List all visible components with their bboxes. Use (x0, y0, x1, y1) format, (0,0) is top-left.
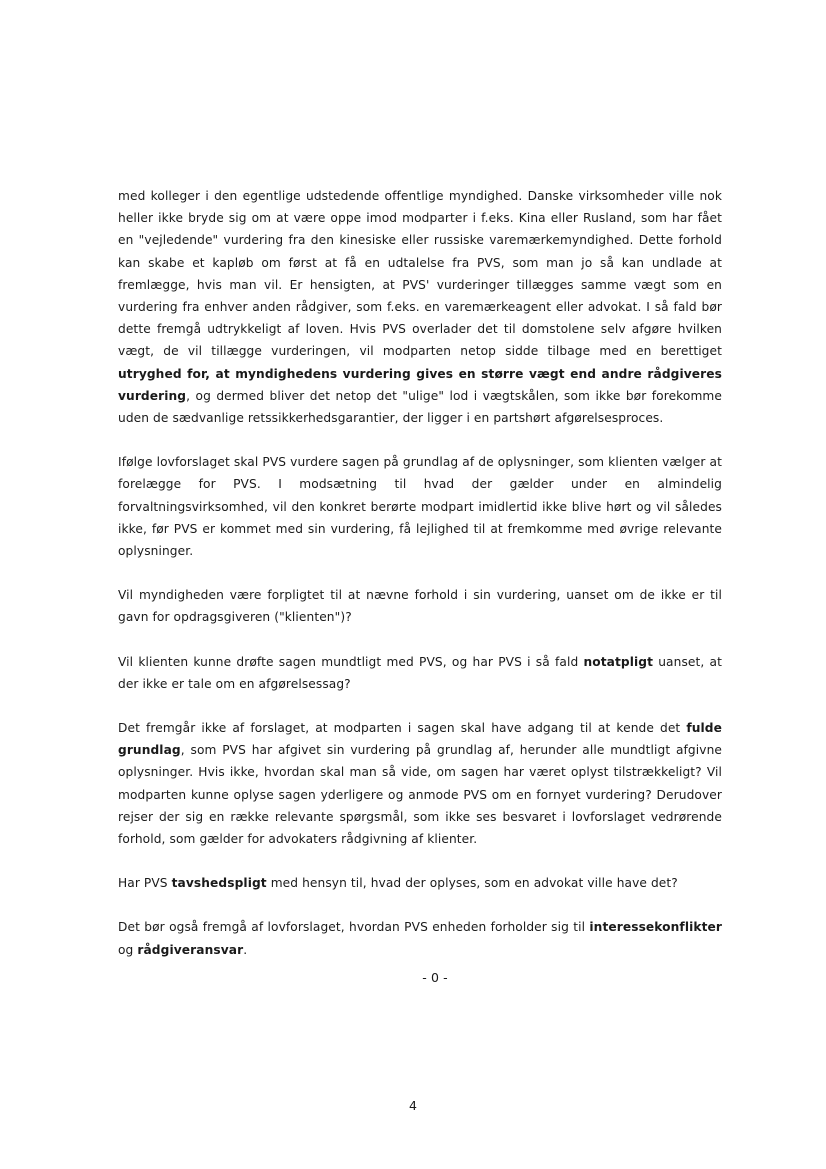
paragraph (118, 916, 722, 960)
paragraph-text: Ifølge lovforslaget skal PVS vurdere sagen på grundlag af de oplysninger, som klienten vælger at forelægge for PVS. I modsætning til hvad der gælder under en almindelig forvaltningsvirksomhed, vil den konkret berørte modpart imidlertid ikke blive hørt og vil således ikke, før PVS er kommet med sin vurdering, få lejlighed til at fremkomme med øvrige relevante oplysninger. (118, 455, 722, 559)
paragraph (118, 185, 722, 429)
document-body (118, 185, 722, 989)
section-separator: - 0 - (422, 969, 448, 985)
paragraph-text: med kolleger i den egentlige udstedende offentlige myndighed. Danske virksomheder ville nok heller ikke bryde sig om at være oppe imod modparter i f.eks. Kina eller Rusland, som har fået en "vejledende" vurdering fra den kinesiske eller russiske varemærkemyndighed. Dette forhold kan skabe et kapløb om først at få en udtalelse fra PVS, som man jo så kan undlade at fremlægge, hvis man vil. Er hensigten, at PVS' vurderinger tillægges samme vægt som en vurdering fra enhver anden rådgiver, som f.eks. en varemærkeagent eller advokat. I så fald bør dette fremgå udtrykkeligt af loven. Hvis PVS overlader det til domstolene selv afgøre hvilken vægt, de vil tillægge vurderingen, vil modparten netop sidde tilbage med en berettiget (118, 189, 722, 359)
paragraph-text: , som PVS har afgivet sin vurdering på grundlag af, herunder alle mundtligt afgivne oplysninger. Hvis ikke, hvordan skal man så vide, om sagen har været oplyst tilstrækkeligt? Vil modparten kunne oplyse sagen yderligere og anmode PVS om en fornyet vurdering? Derudover rejser der sig en række relevante spørgsmål, som ikke ses besvaret i lovforslaget vedrørende forhold, som gælder for advokaters rådgivning af klienter. (118, 743, 722, 847)
emphasis-text: fulde grundlag (118, 721, 722, 758)
paragraph-text: , og dermed bliver det netop det "ulige" lod i vægtskålen, som ikke bør forekomme uden de sædvanlige retssikkerhedsgarantier, der ligger i en partshørt afgørelsesproces. (118, 388, 722, 426)
paragraph-text: Vil myndigheden være forpligtet til at nævne forhold i sin vurdering, uanset om de ikke er til gavn for opdragsgiveren ("klienten")? (118, 588, 722, 625)
emphasis-text: notatpligt (583, 654, 654, 669)
emphasis-text: utryghed for, at myndighedens vurdering gives en større vægt end andre rådgiveres vurdering (118, 366, 722, 403)
paragraph (118, 651, 722, 695)
paragraph-text: uanset, at der ikke er tale om en afgørelsessag? (118, 654, 722, 691)
paragraph-text: . (243, 942, 248, 957)
paragraph-text: Det fremgår ikke af forslaget, at modparten i sagen skal have adgang til at kende det (118, 721, 687, 736)
paragraph-text: og (118, 942, 138, 957)
emphasis-text: interessekonflikter (589, 920, 722, 935)
paragraph-text: Har PVS (118, 876, 172, 891)
paragraphs (118, 185, 722, 961)
paragraph-text: Vil klienten kunne drøfte sagen mundtligt med PVS, og har PVS i så fald (118, 654, 584, 669)
page-number: 4 (409, 1098, 417, 1113)
paragraph (118, 717, 722, 850)
paragraph-text: Det bør også fremgå af lovforslaget, hvordan PVS enheden forholder sig til (118, 920, 590, 935)
paragraph (118, 451, 722, 562)
emphasis-text: rådgiveransvar (137, 942, 244, 957)
paragraph (118, 872, 722, 894)
paragraph (118, 584, 722, 628)
emphasis-text: tavshedspligt (171, 876, 267, 891)
paragraph-text: med hensyn til, hvad der oplyses, som en advokat ville have det? (266, 876, 678, 891)
